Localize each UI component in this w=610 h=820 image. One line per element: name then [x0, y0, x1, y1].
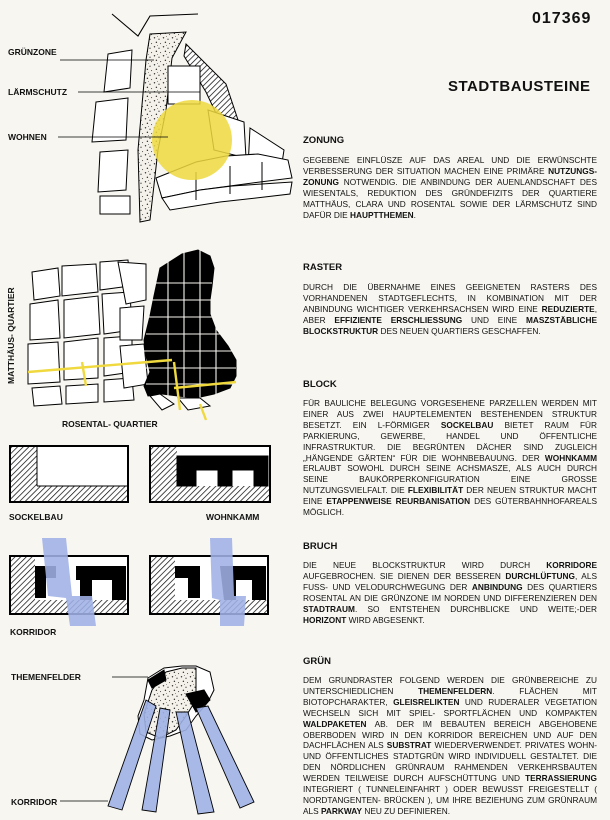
- emphasis-text: GLEISRELIKTEN: [393, 696, 460, 707]
- body-text: BIETET RAUM FÜR PARKIERUNG, GEWERBE, HANDEL UND ÖFFENTLICHE INFRASTRUKTUR. DIE BEGRÜNTEN DÄCHER SIND ZUGLEICH „HÄNGENDE GÄRTEN“ FÜR DIE WOHNBEBAUUNG. DER: [303, 419, 597, 463]
- emphasis-text: ETAPPENWEISE REURBANISATION: [326, 496, 471, 507]
- body-text: . FLÄCHEN MIT BIOTOPCHARAKTER,: [303, 685, 597, 707]
- label-matthaeus-quartier: MATTHÄUS- QUARTIER: [6, 287, 16, 384]
- label-rosental-quartier: ROSENTAL- QUARTIER: [62, 419, 158, 429]
- emphasis-text: THEMENFELDERN: [418, 685, 493, 696]
- heading-block: BLOCK: [303, 379, 337, 390]
- emphasis-text: NUTZUNGS-ZONUNG: [303, 165, 597, 187]
- label-laermschutz: LÄRMSCHUTZ: [8, 87, 68, 97]
- emphasis-text: KORRIDORE: [546, 560, 597, 570]
- emphasis-text: PARKWAY: [321, 805, 363, 816]
- body-text: ERLAUBT SOWOHL DURCH SEINE ACHSMASZE, ALS AUCH DURCH SEINE BAUKÖRPERKONFIGURATION EINE GROSSE NUTZUNGSVIELFALT. DIE: [303, 463, 597, 496]
- emphasis-text: EFFIZIENTE ERSCHLIESSUNG: [334, 314, 463, 325]
- body-text: INTEGRIERT ( TUNNELEINFAHRT ) ODER BEWUSST FREIGESTELLT ( NORDTANGENTEN- BRÜCKEN ), UM IHRE BEZIEHUNG ZUM GRÜNRAUM ALS: [303, 784, 597, 816]
- emphasis-text: WOHNKAMM: [544, 452, 597, 463]
- body-text: DES NEUEN QUARTIERS GESCHAFFEN.: [378, 325, 541, 336]
- emphasis-text: DURCHLÜFTUNG: [505, 570, 575, 581]
- label-wohnkamm: WOHNKAMM: [206, 512, 260, 522]
- block-diagrams: [10, 446, 270, 502]
- zonung-plan: [58, 14, 292, 222]
- emphasis-text: HAUPTTHEMEN: [350, 209, 414, 220]
- page-code: 017369: [532, 10, 592, 27]
- body-text: FÜR BAULICHE BELEGUNG VORGESEHENE PARZELLEN WERDEN MIT EINER AUS ZWEI HAUPTELEMENTEN BESTEHENDEN STRUKTUR BESETZT. EIN L-FÖRMIGER: [303, 398, 597, 430]
- emphasis-text: TERRASSIERUNG: [525, 773, 597, 784]
- page-title: STADTBAUSTEINE: [448, 78, 591, 95]
- label-korridor-gruen: KORRIDOR: [11, 797, 58, 807]
- body-text: DURCH DIE ÜBERNAHME EINES GEEIGNETEN RASTERS DES VORHANDENEN STADTGEFLECHTS, IN KOMBINATION MIT DER ANBINDUNG WICHTIGER VERKEHRSACHSEN WIRD EINE: [303, 282, 597, 314]
- body-text: UND RUDERALER VEGETATION WECHSELN SICH MIT SPIEL- SPORTFLÄCHEN UND KOMPAKTEN: [303, 696, 597, 718]
- korridor-diagrams: [10, 538, 268, 626]
- emphasis-text: STADTRAUM: [303, 603, 355, 614]
- body-text: DEM GRUNDRASTER FOLGEND WERDEN DIE GRÜNBEREICHE ZU UNTERSCHIEDLICHEN: [303, 675, 597, 696]
- emphasis-text: WALDPAKETEN: [303, 718, 367, 729]
- emphasis-text: MASZSTÄBLICHE BLOCKSTRUKTUR: [303, 314, 597, 336]
- body-text: GEGEBENE EINFLÜSZE AUF DAS AREAL UND DIE ERWÜNSCHTE VERBESSERUNG DER SITUATION MACHEN EINE PRIMÄRE: [303, 155, 597, 176]
- themenfelder-diagram: [60, 666, 254, 814]
- body-text: DES GÜTERBAHNHOFAREALS MÖGLICH.: [303, 496, 597, 518]
- raster-plan: [28, 250, 236, 420]
- label-sockelbau: SOCKELBAU: [9, 512, 63, 522]
- paragraph-zonung: [303, 155, 597, 220]
- heading-bruch: BRUCH: [303, 541, 338, 552]
- emphasis-text: HORIZONT: [303, 614, 347, 625]
- body-text: UND EINE: [462, 314, 526, 325]
- heading-raster: RASTER: [303, 262, 343, 273]
- heading-gruen: GRÜN: [303, 656, 331, 667]
- body-text: DIE NEUE BLOCKSTRUKTUR WIRD DURCH: [303, 560, 547, 570]
- paragraph-gruen: [303, 675, 597, 817]
- body-text: AB. DER IM BEBAUTEN BEREICH ABGEHOBENE OBERBODEN WIRD IN DEN KORRIDOR BEREICHEN UND AUF DEN DACHFLÄCHEN ALS: [303, 718, 597, 751]
- paragraph-raster: [303, 282, 597, 337]
- emphasis-text: ANBINDUNG: [471, 581, 523, 592]
- body-text: WIRD ABGESENKT.: [346, 614, 425, 625]
- body-text: .: [413, 209, 416, 220]
- heading-zonung: ZONUNG: [303, 135, 345, 146]
- emphasis-text: REDUZIERTE: [541, 303, 595, 314]
- body-text: , ABER: [303, 303, 597, 325]
- body-text: NOTWENDIG. DIE ANBINDUNG DER AUENLANDSCHAFT DES WIESENTALS, REDUKTION DES GRÜNDEFIZITS DER QUARTIERE MATTHÄUS, CLARA UND ROSENTAL SOWIE DER LÄRMSCHUTZ SIND DAFÜR DIE: [303, 176, 597, 220]
- label-korridor: KORRIDOR: [10, 627, 57, 637]
- paragraph-block: [303, 398, 597, 518]
- body-text: . SO ENTSTEHEN DURCHBLICKE UND WEITE;-DER: [354, 603, 597, 614]
- body-text: DER NEUEN STRUKTUR MACHT EINE: [303, 485, 597, 507]
- body-text: WIEDERVERWENDET. PRIVATES WOHN- UND ÖFFENTLICHES STADTGRÜN WIRD INDIVIDUELL GESTALTET. DIE DEN NÖRDLICHEN GRÜNRAUM RAHMENDEN VERKEHRSBAUTEN WERDEN TEILWEISE DURCH AUFSCHÜTTUNG UND: [303, 740, 597, 784]
- body-text: NEU ZU DEFINIEREN.: [362, 805, 451, 816]
- body-text: , ALS FUSS- UND VELODURCHWEGUNG DER: [303, 570, 597, 592]
- label-wohnen: WOHNEN: [8, 132, 47, 142]
- body-text: AUFGEBROCHEN. SIE DIENEN DER BESSEREN: [303, 570, 506, 581]
- label-themenfelder: THEMENFELDER: [11, 672, 81, 682]
- emphasis-text: SUBSTRAT: [386, 740, 432, 751]
- body-text: DES QUARTIERS ROSENTAL AN DIE GRÜNZONE IM NORDEN UND DIFFERENZIEREN DEN: [303, 581, 597, 603]
- emphasis-text: SOCKELBAU: [440, 419, 494, 430]
- emphasis-text: FLEXIBILITÄT: [407, 485, 464, 496]
- paragraph-bruch: [303, 560, 597, 625]
- label-gruenzone: GRÜNZONE: [8, 47, 57, 57]
